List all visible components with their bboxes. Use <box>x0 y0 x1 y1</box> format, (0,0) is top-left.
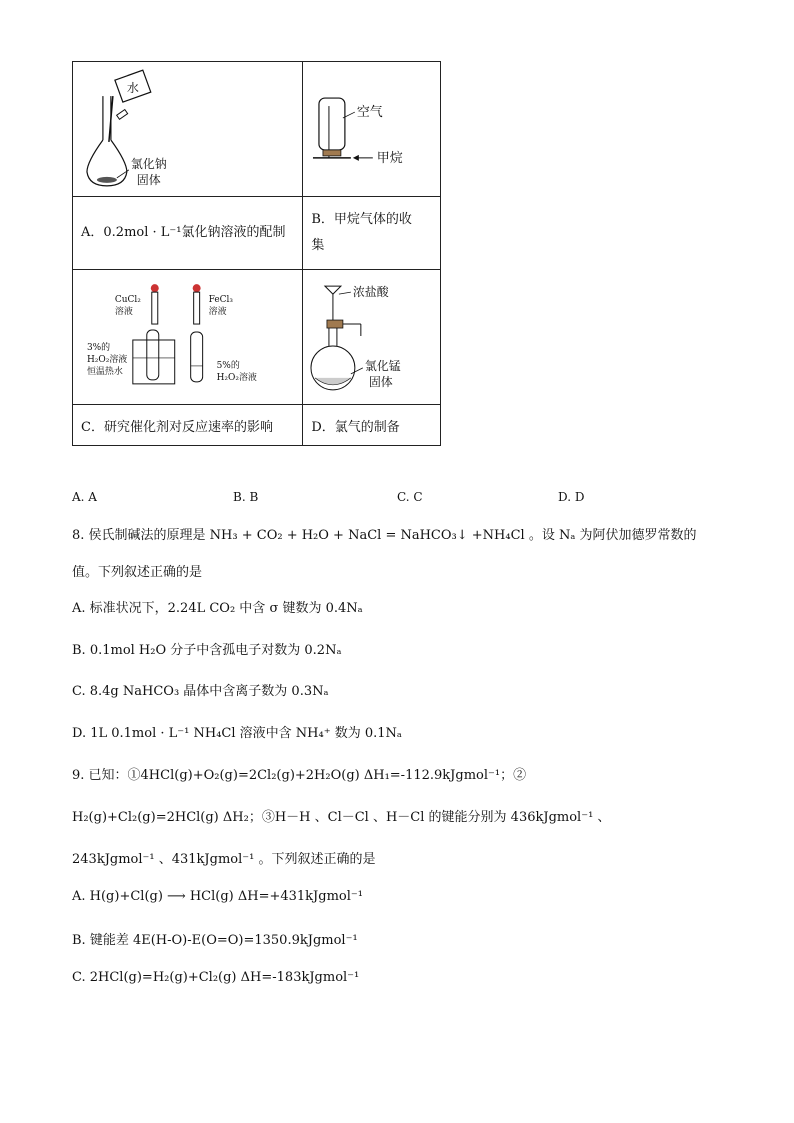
water-label: 水 <box>126 81 139 96</box>
q8-option-a: A. 标准状况下，2.24L CO₂ 中含 σ 键数为 0.4Nₐ <box>72 601 363 616</box>
q9-stem-line3: 243kJgmol⁻¹ 、431kJgmol⁻¹ 。下列叙述正确的是 <box>72 852 376 867</box>
q8-stem-line2: 值。下列叙述正确的是 <box>72 565 203 580</box>
option-b-label-line2: 集 <box>311 238 325 253</box>
air-label: 空气 <box>357 105 384 121</box>
q9-option-a: A. H(g)+Cl(g) ⟶ HCl(g) ΔH=+431kJgmol⁻¹ <box>72 889 363 904</box>
q8-option-c: C. 8.4g NaHCO₃ 晶体中含离子数为 0.3Nₐ <box>72 684 329 699</box>
h2o2-3-label-1: 3%的 <box>86 342 111 353</box>
chlorine-preparation-figure <box>303 270 440 404</box>
cucl2-label-2: 溶液 <box>114 307 133 318</box>
h2o2-3-label-2: H₂O₂溶液 <box>86 354 128 365</box>
h2o2-5-label-1: 5%的 <box>216 360 240 371</box>
option-b-label <box>303 197 441 270</box>
option-b-label-line1: B．甲烷气体的收 <box>311 212 412 227</box>
mncl-label-2: 固体 <box>369 374 394 389</box>
q7-option-c: C. C <box>397 490 423 504</box>
gas-collection-figure <box>303 62 440 196</box>
figure-b-cell <box>303 62 441 197</box>
methane-label: 甲烷 <box>377 150 404 166</box>
q7-option-b: B. B <box>233 490 259 504</box>
salt-label-1: 氯化钠 <box>130 156 167 171</box>
mncl-label-1: 氯化锰 <box>365 358 402 373</box>
figure-c-cell <box>73 270 303 405</box>
q7-option-d: D. D <box>558 490 585 504</box>
q9-stem-line2: H₂(g)+Cl₂(g)=2HCl(g) ΔH₂；③H－H 、Cl－Cl 、H－Cl 的键能分别为 436kJgmol⁻¹ 、 <box>72 810 611 825</box>
fecl3-label-1: FeCl₃ <box>208 295 233 306</box>
option-d-label: D．氯气的制备 <box>303 405 441 446</box>
catalyst-experiment-figure <box>73 270 302 404</box>
option-a-label: A．0.2mol · L⁻¹氯化钠溶液的配制 <box>73 197 303 270</box>
h2o2-3-label-3: 恒温热水 <box>86 366 123 377</box>
option-c-label: C．研究催化剂对反应速率的影响 <box>73 405 303 446</box>
q9-option-b: B. 键能差 4E(H-O)-E(O=O)=1350.9kJgmol⁻¹ <box>72 933 358 948</box>
q8-stem-line1: 8. 侯氏制碱法的原理是 NH₃ + CO₂ + H₂O + NaCl = NaHCO₃↓ +NH₄Cl 。设 Nₐ 为阿伏加德罗常数的 <box>72 528 697 543</box>
h2o2-5-label-2: H₂O₂溶液 <box>216 372 257 383</box>
q8-option-d: D. 1L 0.1mol · L⁻¹ NH₄Cl 溶液中含 NH₄⁺ 数为 0.1Nₐ <box>72 726 402 741</box>
fecl3-label-2: 溶液 <box>208 307 227 318</box>
volumetric-flask-figure <box>73 62 302 196</box>
q9-option-c: C. 2HCl(g)=H₂(g)+Cl₂(g) ΔH=-183kJgmol⁻¹ <box>72 970 360 985</box>
q9-stem-line1: 9. 已知：①4HCl(g)+O₂(g)=2Cl₂(g)+2H₂O(g) ΔH₁=-112.9kJgmol⁻¹；② <box>72 768 527 783</box>
figure-d-cell <box>303 270 441 405</box>
cucl2-label-1: CuCl₂ <box>114 295 141 306</box>
figure-a-cell <box>73 62 303 197</box>
q7-option-a: A. A <box>72 490 97 504</box>
q8-option-b: B. 0.1mol H₂O 分子中含孤电子对数为 0.2Nₐ <box>72 643 342 658</box>
acid-label: 浓盐酸 <box>353 285 390 300</box>
salt-label-2: 固体 <box>136 172 161 187</box>
apparatus-table <box>72 61 441 446</box>
